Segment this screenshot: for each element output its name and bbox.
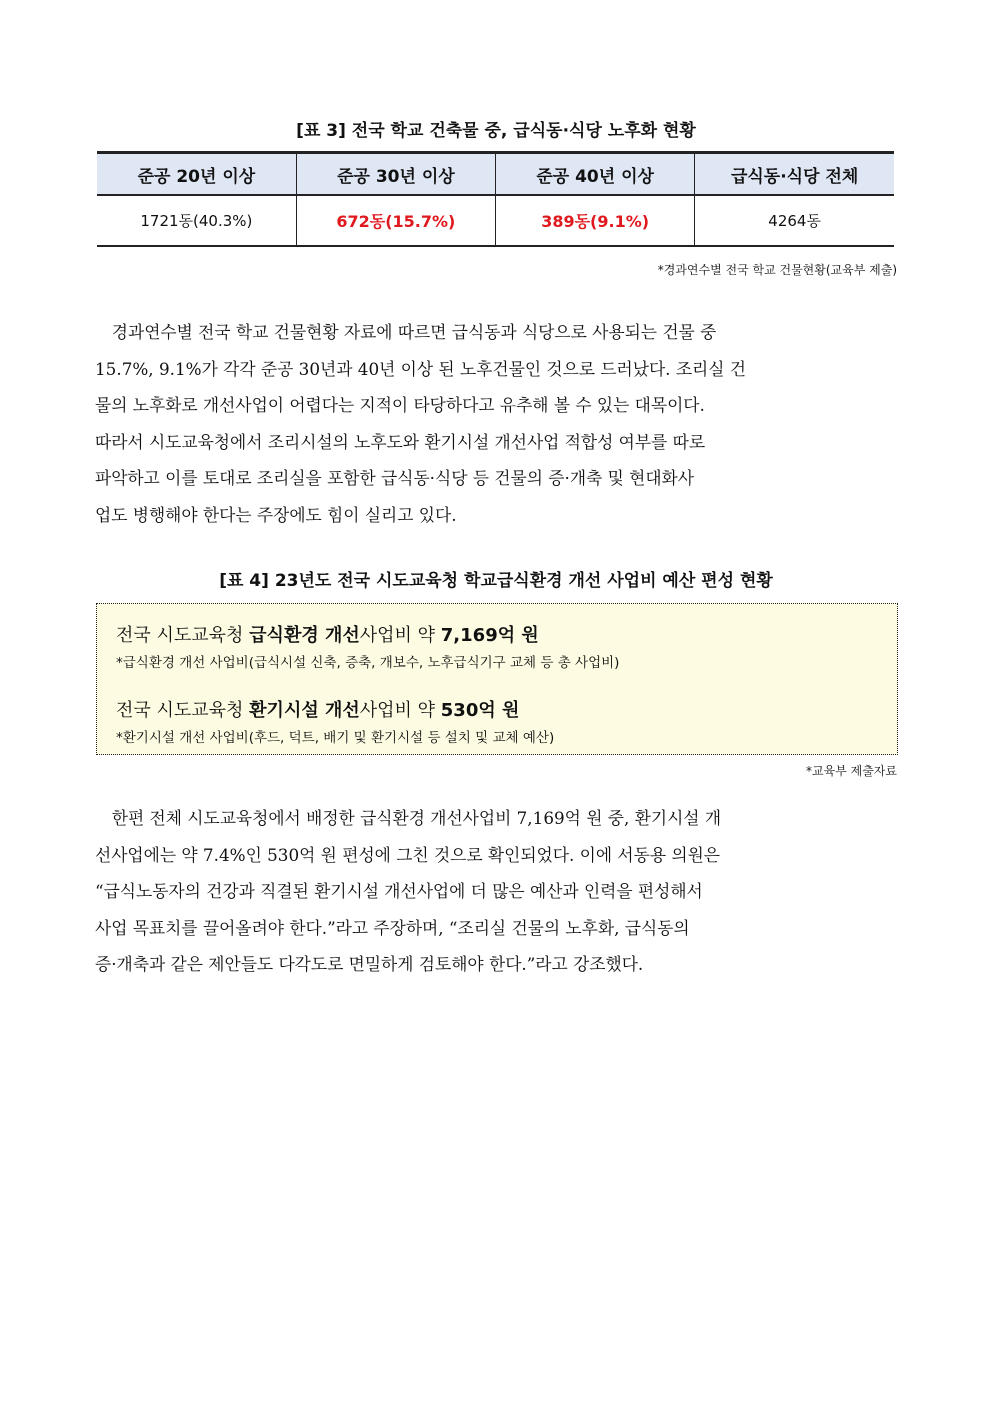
table3-cell: 1721동(40.3%) — [97, 195, 296, 246]
table3-header-cell: 준공 30년 이상 — [296, 153, 495, 196]
table-row — [97, 195, 894, 246]
budget-item-2-middle: 사업비 약 — [359, 700, 441, 721]
table3-source-note: *경과연수별 전국 학교 건물현황(교육부 제출) — [657, 263, 897, 277]
body-paragraph-1: 경과연수별 전국 학교 건물현황 자료에 따르면 급식동과 식당으로 사용되는 건물 중 15.7%, 9.1%가 각각 준공 30년과 40년 이상 된 노후건물인 것으로 드러났다. 조리실 건 물의 노후화로 개선사업이 어렵다는 지적이 타당하다고 유추해 볼 수 있는 대목이다. 따라서 시도교육청에서 조리시설의 노후도와 환기시설 개선사업 적합성 여부를 따로 파악하고 이를 토대로 조리실을 포함한 급식동·식당 등 건물의 증·개축 및 현대화사 업도 병행해야 한다는 주장에도 힘이 실리고 있다. — [95, 322, 747, 525]
budget-item-1 — [116, 621, 539, 647]
table3-caption: [표 3] 전국 학교 건축물 중, 급식동·식당 노후화 현황 — [296, 121, 696, 141]
budget-item-1-keyword: 급식환경 개선 — [249, 625, 360, 646]
budget-item-1-note: *급식환경 개선 사업비(급식시설 신축, 증축, 개보수, 노후급식기구 교체 등 총 사업비) — [116, 655, 620, 671]
budget-item-1-middle: 사업비 약 — [359, 625, 441, 646]
table3-cell-highlight: 389동(9.1%) — [496, 195, 695, 246]
table3-header-cell: 준공 40년 이상 — [496, 153, 695, 196]
budget-item-1-amount: 7,169억 원 — [440, 625, 539, 646]
budget-item-2-keyword: 환기시설 개선 — [249, 700, 360, 721]
table3-cell: 4264동 — [695, 195, 894, 246]
budget-item-2-amount: 530억 원 — [440, 700, 520, 721]
table3-header-cell: 급식동·식당 전체 — [695, 153, 894, 196]
table3 — [97, 151, 894, 247]
table4-caption: [표 4] 23년도 전국 시도교육청 학교급식환경 개선 사업비 예산 편성 현황 — [219, 571, 773, 591]
budget-item-1-prefix: 전국 시도교육청 — [116, 625, 250, 646]
table4-source-note: *교육부 제출자료 — [806, 764, 897, 778]
budget-item-2-prefix: 전국 시도교육청 — [116, 700, 250, 721]
table3-header-cell: 준공 20년 이상 — [97, 153, 296, 196]
table3-cell-highlight: 672동(15.7%) — [296, 195, 495, 246]
body-paragraph-2: 한편 전체 시도교육청에서 배정한 급식환경 개선사업비 7,169억 원 중, 환기시설 개 선사업에는 약 7.4%인 530억 원 편성에 그친 것으로 확인되었다. 이에 서동용 의원은 “급식노동자의 건강과 직결된 환기시설 개선사업에 더 많은 예산과 인력을 편성해서 사업 목표치를 끌어올려야 한다.”라고 주장하며, “조리실 건물의 노후화, 급식동의 증·개축과 같은 제안들도 다각도로 면밀하게 검토해야 한다.”라고 강조했다. — [95, 808, 722, 974]
table3-header-row — [97, 153, 894, 196]
budget-item-2 — [116, 696, 519, 722]
budget-summary-box — [96, 603, 898, 755]
budget-item-2-note: *환기시설 개선 사업비(후드, 덕트, 배기 및 환기시설 등 설치 및 교체 예산) — [116, 730, 555, 746]
